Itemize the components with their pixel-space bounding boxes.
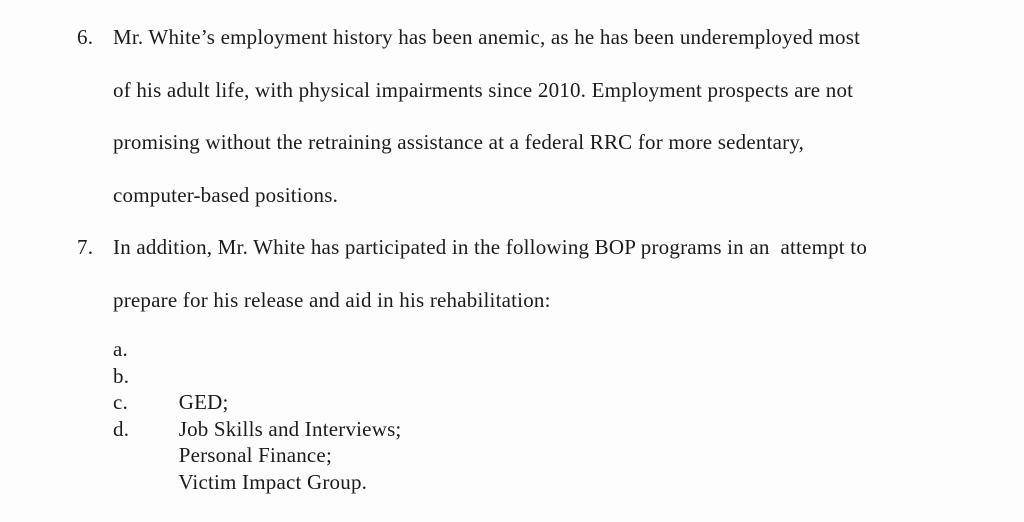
- list-item-d-letter: d.: [113, 416, 130, 441]
- list-item-b-letter: b.: [113, 363, 130, 388]
- bop-programs-list: [0, 336, 1024, 494]
- list-item-d-text: Victim Impact Group.: [178, 469, 368, 494]
- list-item-b-text: Job Skills and Interviews;: [178, 416, 402, 441]
- list-item-a: [0, 336, 1024, 414]
- paragraph-6-line-3: promising without the retraining assistance at a federal RRC for more sedentary,: [113, 130, 805, 154]
- list-item-c-text: Personal Finance;: [178, 443, 332, 467]
- paragraph-6-line-2: of his adult life, with physical impairments since 2010. Employment prospects are not: [113, 77, 854, 102]
- paragraph-6-line-4: computer-based positions.: [113, 182, 339, 207]
- paragraph-6-line-1: Mr. White’s employment history has been anemic, as he has been underemployed most: [113, 25, 861, 49]
- list-item-c-letter: c.: [113, 390, 128, 414]
- list-item-a-text: GED;: [178, 390, 229, 414]
- paragraph-7-line-2: prepare for his release and aid in his rehabilitation:: [113, 287, 551, 312]
- paragraph-6-number: 6.: [77, 25, 94, 49]
- numbered-paragraph-6: [0, 11, 1024, 221]
- paragraph-7-line-1: In addition, Mr. White has participated in the following BOP programs in an attempt to: [113, 235, 868, 259]
- numbered-paragraph-7: [0, 221, 1024, 326]
- list-item-a-letter: a.: [113, 337, 128, 361]
- paragraph-7-number: 7.: [77, 235, 94, 259]
